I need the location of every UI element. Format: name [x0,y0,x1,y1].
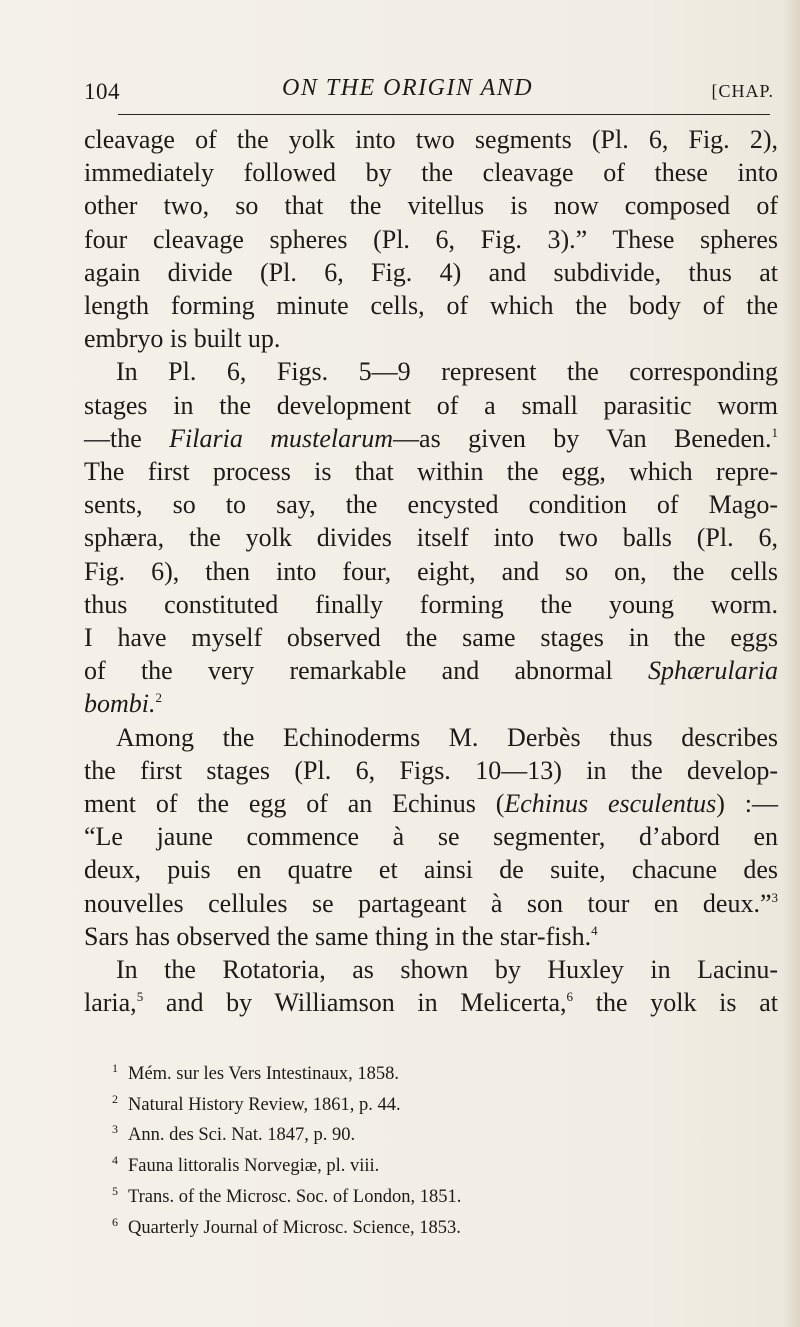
footnote-ref: 5 [136,989,144,1005]
footnote [84,1056,778,1087]
text-line [84,422,778,455]
text-segment: —the [84,423,170,453]
page-number: 104 [84,79,120,104]
footnote-mark: 4 [112,1153,118,1168]
text-line: The first process is that within the egg, which repre- [84,457,778,487]
chapter-mark: [CHAP. [711,81,774,101]
footnote-mark: 2 [112,1091,118,1106]
text-line: other two, so that the vitellus is now composed of [84,191,778,221]
footnote-text: Mém. sur les Vers Intestinaux, 1858. [128,1064,399,1084]
footnote-ref: 2 [155,690,162,706]
text-line [84,654,778,687]
text-line: In Pl. 6, Figs. 5—9 represent the corresponding [116,357,778,387]
footnote-mark: 3 [112,1122,118,1137]
footnote [84,1087,778,1118]
species-name: Sphærularia [647,656,778,686]
text-line: I have myself observed the same stages in the eggs [84,623,778,653]
text-line: immediately followed by the cleavage of these into [84,158,778,188]
text-line: deux, puis en quatre et ainsi de suite, chacune des [84,855,778,885]
text-line: four cleavage spheres (Pl. 6, Fig. 3).” These spheres [84,224,778,254]
text-line [84,920,778,953]
text-line: thus constituted finally forming the young worm. [84,589,778,619]
text-line: Among the Echinoderms M. Derbès thus describes [116,722,778,752]
text-line: stages in the development of a small parasitic worm [84,390,778,420]
footnote-text: Fauna littoralis Norvegiæ, pl. viii. [128,1156,380,1177]
text-line: sphæra, the yolk divides itself into two balls (Pl. 6, [84,523,778,553]
footnote [84,1210,778,1241]
text-line [84,986,778,1019]
text-segment: nouvelles cellules se partageant à son tour en deux.” [84,888,772,918]
text-line: In the Rotatoria, as shown by Huxley in Lacinu- [116,955,778,985]
text-line: sents, so to say, the encysted condition of Mago- [84,490,778,520]
page-header [84,75,774,111]
species-name: Filaria mustelarum [169,423,394,453]
header-rule [118,114,770,115]
text-line: “Le jaune commence à se segmenter, d’abord en [84,822,778,852]
footnote [84,1179,778,1210]
text-segment: Sars has observed the same thing in the star-fish. [84,921,592,951]
text-segment: ) :— [716,789,778,819]
footnote-text: Natural History Review, 1861, p. 44. [128,1094,401,1115]
footnote-ref: 3 [771,889,778,905]
footnote-text: Ann. des Sci. Nat. 1847, p. 90. [128,1125,356,1146]
text-line [84,687,778,720]
text-line [84,887,778,920]
running-title: ON THE ORIGIN AND [282,75,534,101]
footnote-text: Trans. of the Microsc. Soc. of London, 1851. [128,1186,462,1207]
text-line: Fig. 6), then into four, eight, and so on, the cells [84,556,778,586]
footnote-ref: 6 [566,989,573,1005]
text-segment: the yolk is at [573,988,778,1018]
text-line: the first stages (Pl. 6, Figs. 10—13) in the develop- [84,755,778,785]
text-line: cleavage of the yolk into two segments (Pl. 6, Fig. 2), [84,125,778,154]
text-segment: laria, [84,988,137,1018]
footnote-mark: 5 [112,1183,118,1198]
text-segment: of the very remarkable and abnormal [84,656,648,686]
footnote-mark: 6 [112,1214,118,1229]
text-segment: and by Williamson in Melicerta, [143,988,567,1018]
footnote-ref: 1 [771,424,778,440]
footnote [84,1148,778,1179]
body-text [84,123,778,1019]
footnote-text: Quarterly Journal of Microsc. Science, 1853. [128,1217,461,1238]
species-name: Echinus esculentus [504,789,717,819]
footnote [84,1117,778,1148]
species-name: bombi. [84,689,156,719]
text-line: embryo is built up. [84,324,281,354]
text-line: again divide (Pl. 6, Fig. 4) and subdivide, thus at [84,257,778,287]
text-segment: ment of the egg of an Echinus ( [84,789,505,819]
footnotes [84,1056,778,1240]
text-line: length forming minute cells, of which the body of the [84,291,778,321]
footnote-ref: 4 [591,922,598,938]
text-line [84,787,778,820]
text-segment: —as given by Van Beneden. [393,423,772,453]
footnote-mark: 1 [112,1061,118,1075]
